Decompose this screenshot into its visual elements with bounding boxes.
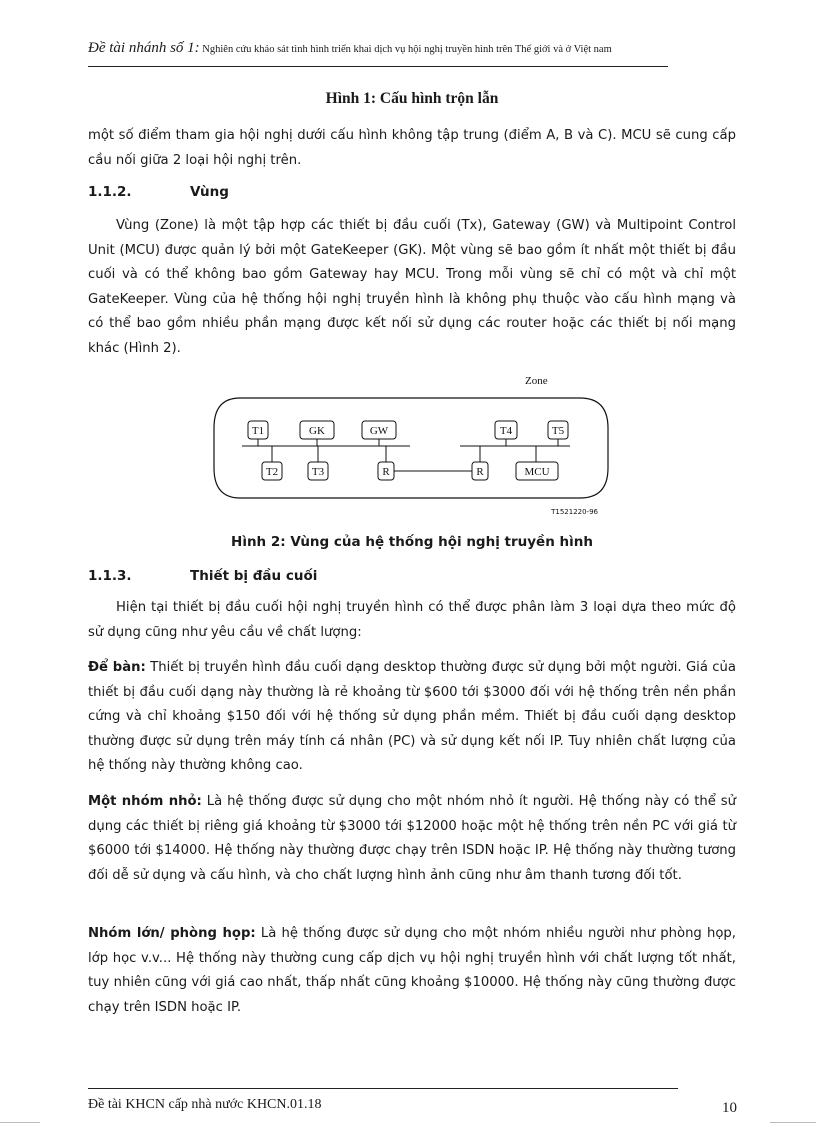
node-t2-label: T2 <box>265 466 279 478</box>
node-t1-label: T1 <box>251 425 265 437</box>
zone-diagram <box>210 368 615 518</box>
page-number: 10 <box>722 1100 737 1116</box>
desk-label: Để bàn: <box>88 660 146 675</box>
node-mcu-label: MCU <box>524 466 550 478</box>
section-number: 1.1.2. <box>88 184 132 200</box>
footer-rule <box>88 1088 678 1089</box>
figure1-caption: Hình 1: Cấu hình trộn lẫn <box>325 90 499 107</box>
section-number: 1.1.3. <box>88 568 132 584</box>
node-t2 <box>262 446 282 480</box>
header-rule <box>88 66 668 67</box>
node-t3 <box>308 446 328 480</box>
node-t5 <box>548 421 568 446</box>
section-1-1-3-heading <box>88 568 317 584</box>
intro-paragraph: một số điểm tham gia hội nghị dưới cấu hình không tập trung (điểm A, B và C). MCU sẽ cung cấp cầu nối giữa 2 loại hội nghị trên. <box>88 128 736 168</box>
node-t4 <box>495 421 517 446</box>
footer-text: Đề tài KHCN cấp nhà nước KHCN.01.18 <box>88 1097 322 1112</box>
node-t4-label: T4 <box>499 425 513 437</box>
large-group-paragraph <box>88 922 736 1020</box>
node-router-left <box>378 446 394 480</box>
section-title: Vùng <box>190 184 229 200</box>
node-gk-label: GK <box>309 425 325 437</box>
large-group-text: Là hệ thống được sử dụng cho một nhóm nhiều người như phòng họp, lớp học v.v... Hệ thống này thường cung cấp dịch vụ hội nghị truyền hình với chất lượng tốt nhất, tuy nhiên cũng với giá cao nhất, thấp nhất cũng khoảng $10000. Hệ thống này cũng thường được chạy trên ISDN hoặc IP. <box>88 926 736 1015</box>
diagram-code: T1521220-96 <box>551 508 598 516</box>
large-group-label: Nhóm lớn/ phòng họp: <box>88 926 256 941</box>
small-group-text: Là hệ thống được sử dụng cho một nhóm nhỏ ít người. Hệ thống này có thể sử dụng các thiết bị riêng giá khoảng từ $3000 tới $12000 hoặc một hệ thống trên nền PC với giá từ $6000 tới $14000. Hệ thống này thường được chạy trên ISDN hoặc IP. Hệ thống này thường tương đối dễ sử dụng và cấu hình, và cho chất lượng hình ảnh cũng như âm thanh tương đối tốt. <box>88 794 737 883</box>
node-gk <box>300 421 334 446</box>
desk-paragraph <box>88 656 736 779</box>
figure2-caption: Hình 2: Vùng của hệ thống hội nghị truyền hình <box>231 534 593 550</box>
terminal-intro-paragraph: Hiện tại thiết bị đầu cuối hội nghị truyền hình có thể được phân làm 3 loại dựa theo mức độ sử dụng cũng như yêu cầu về chất lượng: <box>88 600 736 640</box>
node-gw <box>362 421 396 446</box>
small-group-label: Một nhóm nhỏ: <box>88 794 202 809</box>
node-gw-label: GW <box>369 425 389 437</box>
header-prefix: Đề tài nhánh số 1: <box>88 40 200 56</box>
zone-boundary <box>214 398 608 498</box>
node-r1-label: R <box>382 466 390 478</box>
node-mcu <box>516 446 558 480</box>
desk-text: Thiết bị truyền hình đầu cuối dạng desktop thường được sử dụng bởi một người. Giá của thiết bị đầu cuối dạng này thường là rẻ khoảng từ $600 tới $3000 đối với hệ thống trên nền phần cứng và chỉ khoảng $150 đối với hệ thống sử dụng phần mềm. Thiết bị đầu cuối dạng desktop thường được sử dụng trên máy tính cá nhân (PC) và sử dụng kết nối IP. Tuy nhiên chất lượng của hệ thống này thường không cao. <box>88 660 736 773</box>
header-title: Nghiên cứu khảo sát tình hình triển khai dịch vụ hội nghị truyền hình trên Thế giới và ở Việt nam <box>202 44 612 55</box>
zone-label: Zone <box>525 375 548 387</box>
node-r2-label: R <box>476 466 484 478</box>
page-header <box>88 40 728 57</box>
section-title: Thiết bị đầu cuối <box>190 568 318 584</box>
node-t1 <box>248 421 268 446</box>
node-router-right <box>472 446 488 480</box>
node-t5-label: T5 <box>551 425 565 437</box>
zone-paragraph: Vùng (Zone) là một tập hợp các thiết bị đầu cuối (Tx), Gateway (GW) và Multipoint Control Unit (MCU) được quản lý bởi một GateKeeper (GK). Một vùng sẽ bao gồm ít nhất một thiết bị đầu cuối và có thể không bao gồm Gateway hay MCU. Trong mỗi vùng sẽ chỉ có một và chỉ một GateKeeper. Vùng của hệ thống hội nghị truyền hình là không phụ thuộc vào cấu hình mạng và có thể bao gồm nhiều phần mạng được kết nối sử dụng các router hoặc các thiết bị nối mạng khác (Hình 2). <box>88 218 736 356</box>
small-group-paragraph <box>88 790 736 888</box>
node-t3-label: T3 <box>311 466 325 478</box>
section-1-1-2-heading <box>88 184 229 200</box>
